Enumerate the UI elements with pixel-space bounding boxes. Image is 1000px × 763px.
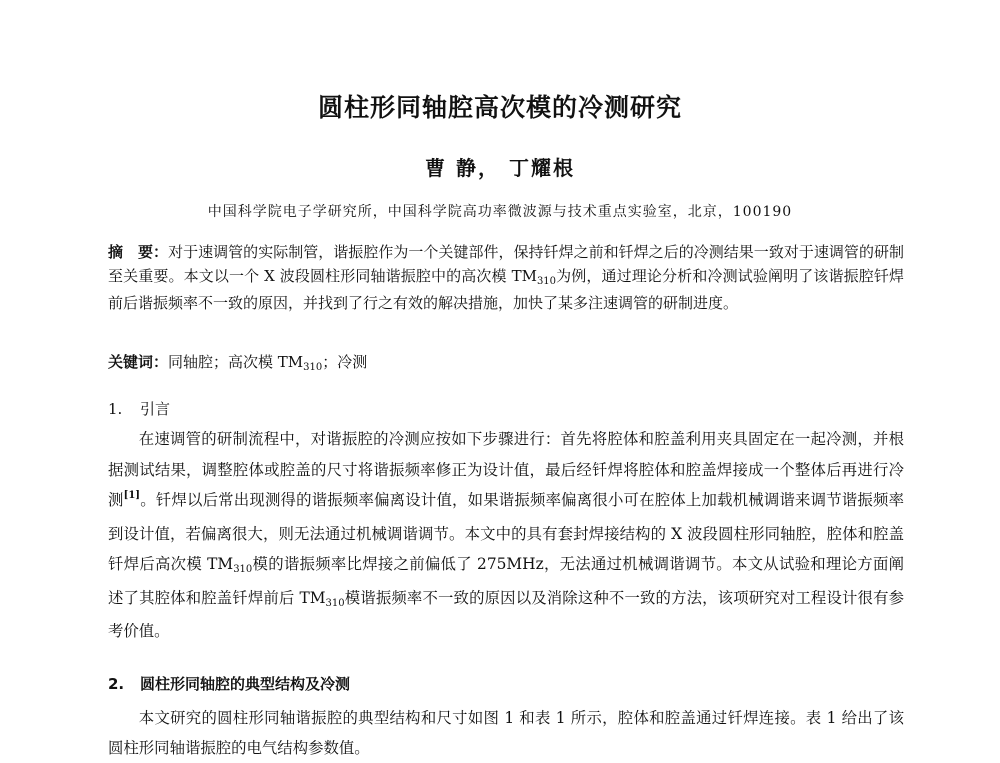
abstract-label: 摘 要：	[108, 243, 169, 261]
abstract	[108, 240, 904, 315]
section1-text-b: 。钎焊以后常出现测得的谐振频率偏离设计值，如果谐振频率偏离很小可在腔体上加载机械调谐来调节谐振频率到设计值，若偏离很大，则无法通过机械调谐调节。本文中的具有套封焊接结构的 X 波段圆柱形同轴腔，腔体和腔盖钎焊后高次模 TM	[108, 491, 904, 573]
abstract-subscript: 310	[536, 276, 557, 287]
section1-text-d: 模谐振频率不一致的原因以及消除这种不一致的方法，该项研究对工程设计很有参考价值。	[108, 588, 904, 640]
abstract-text-a: 对于速调管的实际制管，谐振腔作为一个关键部件，保持钎焊之前和钎焊之后的冷测结果一致对于速调管的研制至关重要。本文以一个 X 波段圆柱形同轴谐振腔中的高次模 TM	[108, 243, 904, 285]
keywords-text-a: 同轴腔；高次模 TM	[168, 353, 304, 371]
keywords-subscript: 310	[303, 362, 323, 373]
paper-affiliation: 中国科学院电子学研究所，中国科学院高功率微波源与技术重点实验室，北京，100190	[207, 204, 793, 220]
section2-paragraph: 本文研究的圆柱形同轴谐振腔的典型结构和尺寸如图 1 和表 1 所示，腔体和腔盖通过钎焊连接。表 1 给出了该圆柱形同轴谐振腔的电气结构参数值。	[108, 709, 904, 757]
keywords-text-b: ；冷测	[322, 353, 368, 371]
section2-title: 圆柱形同轴腔的典型结构及冷测	[140, 675, 351, 693]
paper-authors: 曹 静， 丁耀根	[425, 156, 575, 180]
section1-title: 引言	[140, 400, 171, 418]
section1-subscript-1: 310	[233, 564, 253, 575]
section2-number: 2.	[108, 675, 125, 693]
keywords-label: 关键词：	[108, 353, 169, 371]
section1-heading	[108, 397, 904, 421]
section1-text-a: 在速调管的研制流程中，对谐振腔的冷测应按如下步骤进行：首先将腔体和腔盖利用夹具固定在一起冷测，并根据测试结果，调整腔体或腔盖的尺寸将谐振频率修正为设计值，最后经钎焊将腔体和腔盖焊接成一个整体后再进行冷测	[108, 430, 904, 509]
paper-title: 圆柱形同轴腔高次模的冷测研究	[317, 93, 682, 122]
section1-paragraph	[108, 424, 904, 647]
keywords	[108, 350, 904, 377]
citation-ref: [1]	[123, 490, 141, 501]
section1-number: 1.	[108, 400, 123, 418]
section2-heading	[108, 672, 904, 696]
section1-text-c: 模的谐振频率比焊接之前偏低了 275MHz，无法通过机械调谐调节。本文从试验和理论方面阐述了其腔体和腔盖钎焊前后 TM	[108, 555, 904, 607]
abstract-text-b: 为例，通过理论分析和冷测试验阐明了该谐振腔钎焊前后谐振频率不一致的原因，并找到了行之有效的解决措施，加快了某多注速调管的研制进度。	[108, 267, 904, 312]
section1-subscript-2: 310	[325, 597, 345, 609]
